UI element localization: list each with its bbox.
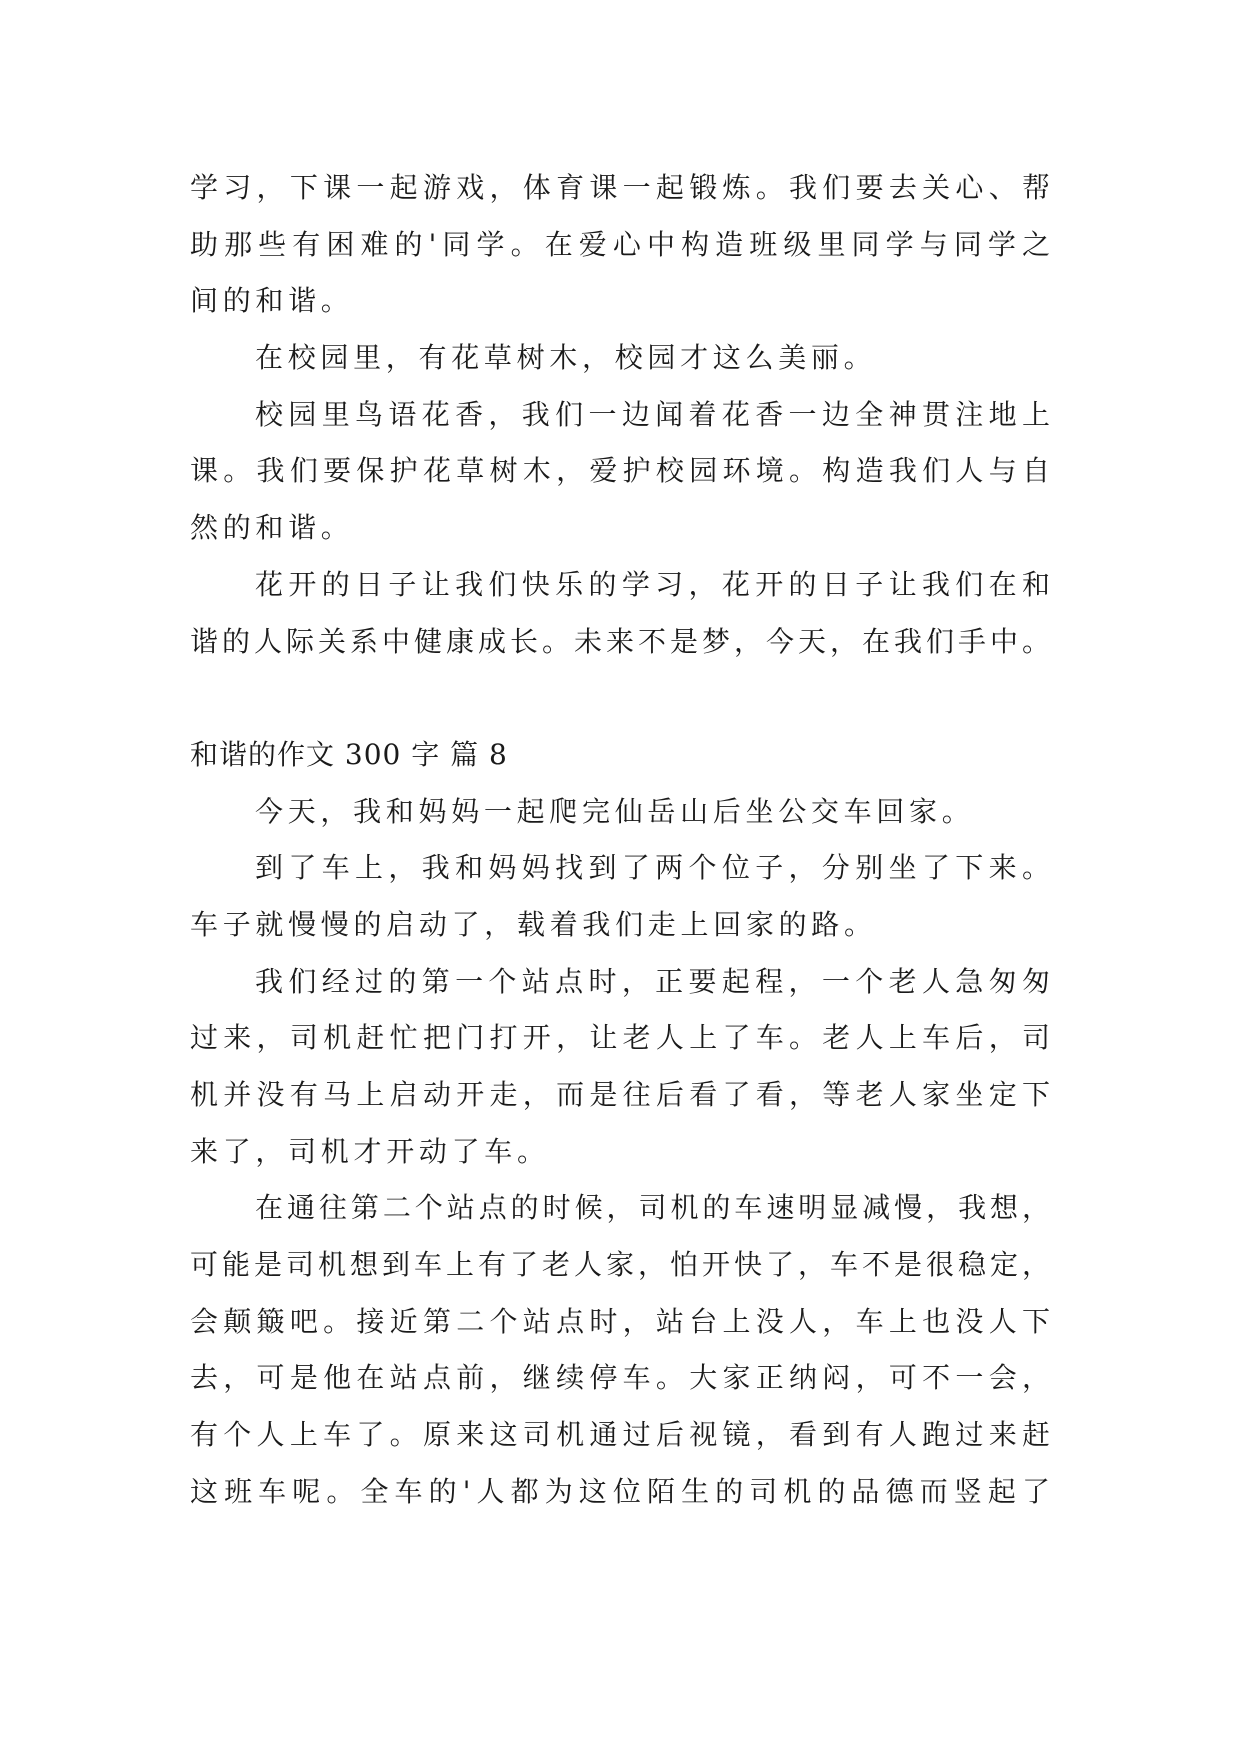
- text-line: 助那些有困难的'同学。在爱心中构造班级里同学与同学之: [190, 227, 1050, 261]
- text-line: 可能是司机想到车上有了老人家，怕开快了，车不是很稳定，: [190, 1248, 1050, 1282]
- paragraph: [190, 840, 1050, 953]
- paragraph: [190, 954, 1050, 1181]
- paragraph: [190, 1180, 1050, 1520]
- text-line: 今天，我和妈妈一起爬完仙岳山后坐公交车回家。: [255, 794, 975, 828]
- text-line: 然的和谐。: [190, 511, 354, 545]
- text-line: 这班车呢。全车的'人都为这位陌生的司机的品德而竖起了: [190, 1474, 1050, 1508]
- text-line: 课。我们要保护花草树木，爱护校园环境。构造我们人与自: [190, 454, 1050, 488]
- text-line: 在通往第二个站点的时候，司机的车速明显减慢，我想，: [255, 1191, 1050, 1225]
- text-line: 有个人上车了。原来这司机通过后视镜，看到有人跑过来赶: [190, 1418, 1050, 1452]
- section-spacer: [190, 670, 1050, 727]
- paragraph: [190, 557, 1050, 670]
- text-line: 在校园里，有花草树木，校园才这么美丽。: [255, 341, 877, 375]
- text-line: 我们经过的第一个站点时，正要起程，一个老人急匆匆: [255, 964, 1050, 998]
- paragraph: [190, 387, 1050, 557]
- paragraph: [190, 784, 1050, 841]
- text-line: 间的和谐。: [190, 284, 354, 318]
- text-line: 学习，下课一起游戏，体育课一起锻炼。我们要去关心、帮: [190, 171, 1050, 204]
- text-line: 到了车上，我和妈妈找到了两个位子，分别坐了下来。: [255, 851, 1050, 885]
- section-heading: 和谐的作文 300 字 篇 8: [190, 737, 508, 771]
- text-line: 过来，司机赶忙把门打开，让老人上了车。老人上车后，司: [190, 1021, 1050, 1055]
- text-line: 谐的人际关系中健康成长。未来不是梦，今天，在我们手中。: [190, 624, 1050, 658]
- text-line: 去，可是他在站点前，继续停车。大家正纳闷，可不一会，: [190, 1361, 1050, 1395]
- text-line: 花开的日子让我们快乐的学习，花开的日子让我们在和: [255, 567, 1050, 601]
- text-line: 来了，司机才开动了车。: [190, 1134, 550, 1168]
- paragraph: [190, 330, 1050, 387]
- text-line: 车子就慢慢的启动了，载着我们走上回家的路。: [190, 907, 877, 941]
- paragraph: [190, 160, 1050, 330]
- document-page: [190, 160, 1050, 1521]
- text-line: 机并没有马上启动开走，而是往后看了看，等老人家坐定下: [190, 1078, 1050, 1111]
- text-line: 会颠簸吧。接近第二个站点时，站台上没人，车上也没人下: [190, 1304, 1050, 1338]
- text-line: 校园里鸟语花香，我们一边闻着花香一边全神贯注地上: [255, 397, 1050, 431]
